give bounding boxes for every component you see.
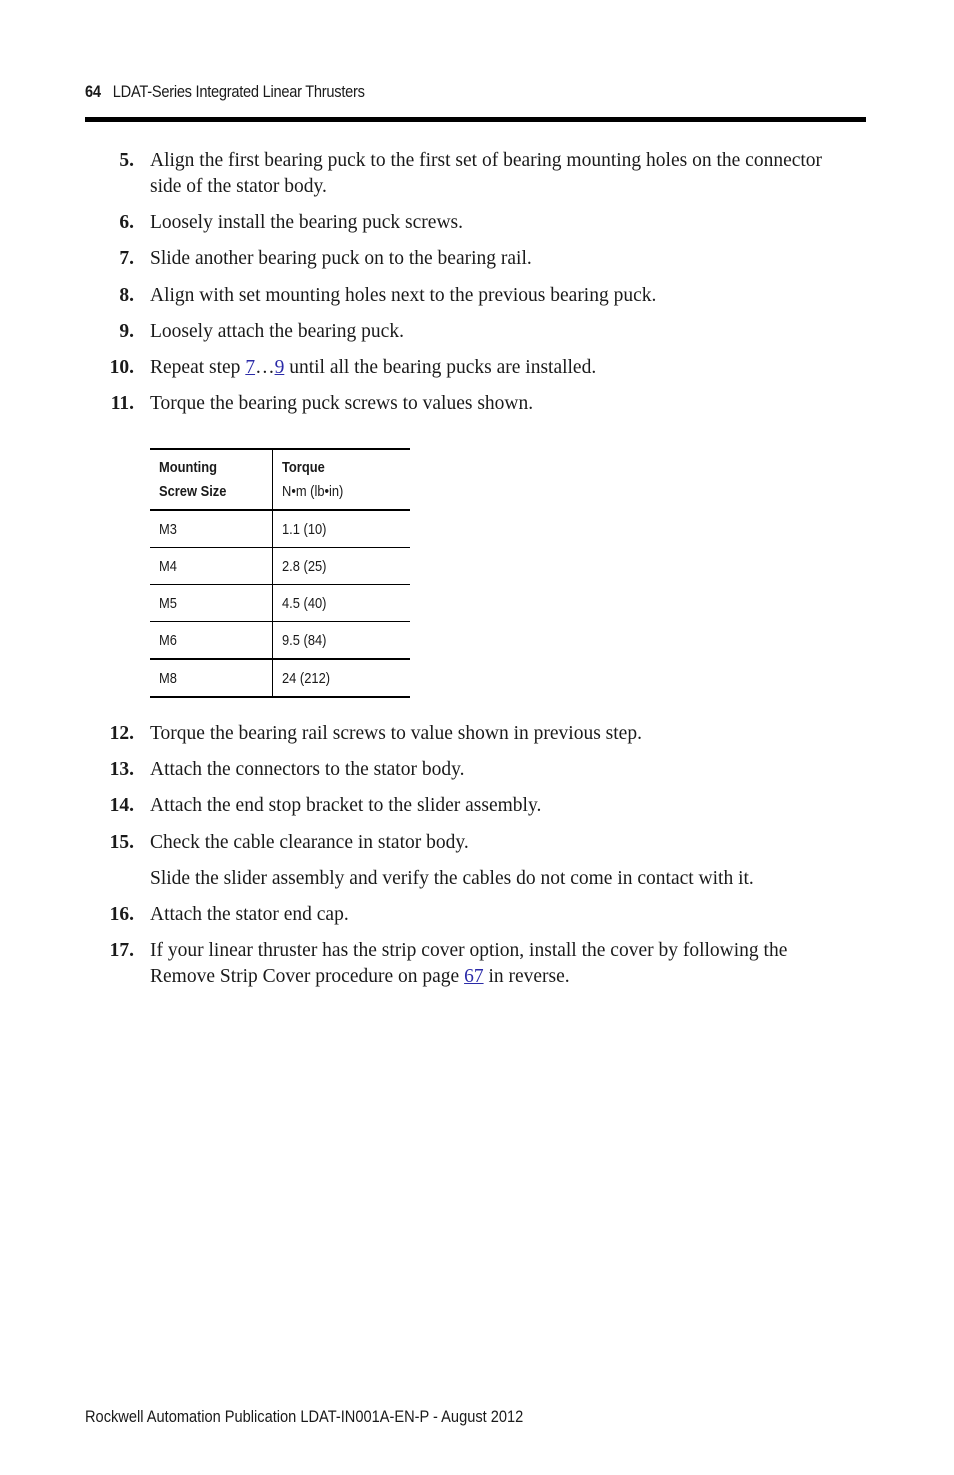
table-row xyxy=(150,621,410,658)
step-number: 12. xyxy=(109,723,134,744)
torque-cell xyxy=(273,511,410,547)
step-text: Align with set mounting holes next to the previous bearing puck. xyxy=(150,285,657,306)
publication-footer: Rockwell Automation Publication LDAT-IN001A-EN-P - August 2012 xyxy=(85,1407,524,1426)
torque-value: 4.5 (40) xyxy=(282,594,327,612)
step-number: 15. xyxy=(109,832,134,853)
screw-size: M4 xyxy=(159,557,177,575)
torque-cell xyxy=(273,660,410,696)
step-text-prefix: Repeat step xyxy=(150,357,246,378)
torque-value: 2.8 (25) xyxy=(282,557,327,575)
step-number: 16. xyxy=(109,904,134,925)
step-9-link[interactable]: 9 xyxy=(274,357,285,378)
step-number: 8. xyxy=(119,285,134,306)
step-number: 17. xyxy=(109,940,134,961)
torque-cell xyxy=(273,585,410,621)
screw-size: M8 xyxy=(159,669,177,687)
step-text xyxy=(150,355,855,381)
step-text-prefix: If your linear thruster has the strip cover option, install the cover by following the Remove Strip Cover procedure on page xyxy=(150,940,788,987)
step-text: Torque the bearing puck screws to values shown. xyxy=(150,393,534,414)
header-cell-screw-size xyxy=(150,450,273,509)
step-number: 11. xyxy=(110,393,134,414)
header-rule xyxy=(85,117,866,122)
screw-size: M3 xyxy=(159,520,177,538)
torque-table xyxy=(150,448,410,698)
header-label: Mounting xyxy=(159,459,218,476)
step-number: 7. xyxy=(119,248,134,269)
torque-value: 9.5 (84) xyxy=(282,631,327,649)
page-number: 64 xyxy=(85,82,101,101)
torque-value: 1.1 (10) xyxy=(282,520,327,538)
header-label: Screw Size xyxy=(159,483,227,500)
step-text: Attach the connectors to the stator body. xyxy=(150,759,465,780)
page-67-link[interactable]: 67 xyxy=(464,966,484,987)
step-text: Slide another bearing puck on to the bearing rail. xyxy=(150,248,532,269)
step-number: 14. xyxy=(109,795,134,816)
table-row xyxy=(150,658,410,696)
step-text xyxy=(150,938,855,990)
screw-size-cell xyxy=(150,660,273,696)
table-row xyxy=(150,511,410,547)
step-note-text: Slide the slider assembly and verify the cables do not come in contact with it. xyxy=(150,868,754,889)
step-text: Torque the bearing rail screws to value shown in previous step. xyxy=(150,723,642,744)
header-units: N•m (lb•in) xyxy=(282,483,344,500)
step-text: Align the first bearing puck to the first set of bearing mounting holes on the connector side of the stator body. xyxy=(150,150,823,197)
running-header xyxy=(85,82,365,102)
table-header-row xyxy=(150,450,410,511)
step-text-suffix: until all the bearing pucks are installed. xyxy=(284,357,597,378)
screw-size-cell xyxy=(150,511,273,547)
screw-size-cell xyxy=(150,622,273,658)
table-row xyxy=(150,584,410,621)
screw-size: M5 xyxy=(159,594,177,612)
step-7-link[interactable]: 7 xyxy=(245,357,256,378)
step-text: Attach the stator end cap. xyxy=(150,904,349,925)
screw-size-cell xyxy=(150,585,273,621)
screw-size-cell xyxy=(150,548,273,584)
table-row xyxy=(150,547,410,584)
header-label: Torque xyxy=(282,459,325,476)
step-text-suffix: in reverse. xyxy=(483,966,570,987)
step-number: 6. xyxy=(119,212,134,233)
step-text: Attach the end stop bracket to the slider assembly. xyxy=(150,795,542,816)
torque-cell xyxy=(273,548,410,584)
document-title: LDAT-Series Integrated Linear Thrusters xyxy=(112,82,365,101)
step-number: 9. xyxy=(119,321,134,342)
step-range-separator: … xyxy=(255,357,275,378)
step-number: 13. xyxy=(109,759,134,780)
screw-size: M6 xyxy=(159,631,177,649)
step-number: 5. xyxy=(119,150,134,171)
header-cell-torque xyxy=(273,450,410,509)
step-number: 10. xyxy=(109,357,134,378)
step-text: Loosely attach the bearing puck. xyxy=(150,321,404,342)
torque-value: 24 (212) xyxy=(282,669,331,687)
step-text: Check the cable clearance in stator body. xyxy=(150,832,469,853)
step-text: Loosely install the bearing puck screws. xyxy=(150,212,463,233)
torque-cell xyxy=(273,622,410,658)
